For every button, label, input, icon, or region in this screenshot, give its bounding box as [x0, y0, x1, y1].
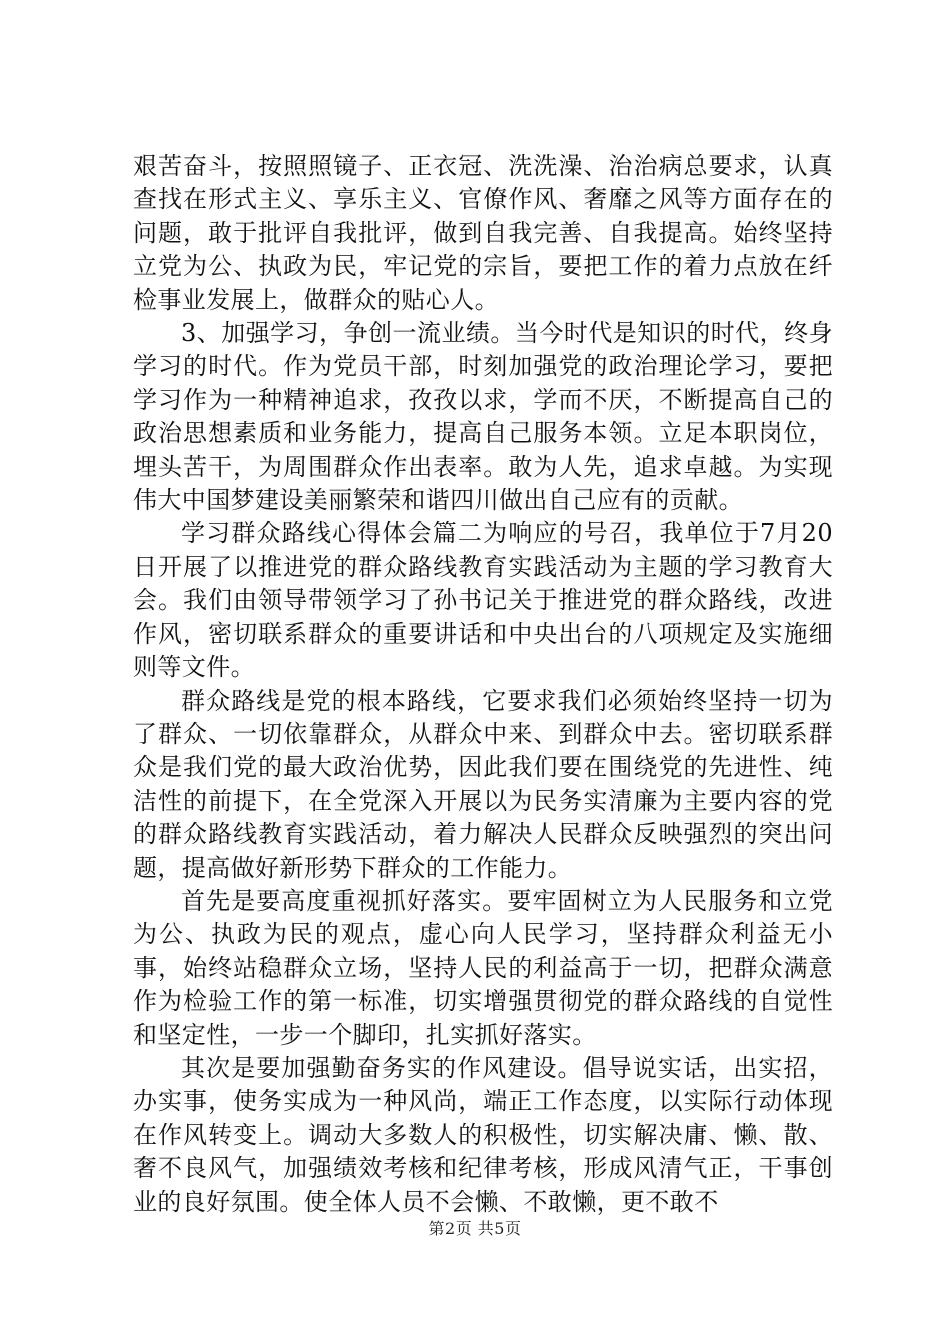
- paragraph-continuation: 艰苦奋斗，按照照镜子、正衣冠、洗洗澡、治治病总要求，认真查找在形式主义、享乐主义、官僚作风、奢靡之风等方面存在的问题，敢于批评自我批评，做到自我完善、自我提高。始终坚持立党为公、执政为民，牢记党的宗旨，要把工作的着力点放在纤检事业发展上，做群众的贴心人。: [133, 152, 833, 314]
- paragraph-article-two-intro: 学习群众路线心得体会篇二为响应的号召，我单位于7月20日开展了以推进党的群众路线教育实践活动为主题的学习教育大会。我们由领导带领学习了孙书记关于推进党的群众路线，改进作风，密切联系群众的重要讲话和中央出台的八项规定及实施细则等文件。: [133, 519, 833, 682]
- paragraph-work-style: 其次是要加强勤奋务实的作风建设。倡导说实话，出实招，办实事，使务实成为一种风尚，端正工作态度，以实际行动体现在作风转变上。调动大多数人的积极性，切实解决庸、懒、散、奢不良风气，加强绩效考核和纪律考核，形成风清气正，干事创业的良好氛围。使全体人员不会懒、不敢懒，更不敢不: [133, 1053, 833, 1216]
- page-number-footer: 第2页 共5页: [428, 1219, 522, 1238]
- paragraph-implementation: 首先是要高度重视抓好落实。要牢固树立为人民服务和立党为公、执政为民的观点，虚心向人民学习，坚持群众利益无小事，始终站稳群众立场，坚持人民的利益高于一切，把群众满意作为检验工作的第一标准，切实增强贯彻党的群众路线的自觉性和坚定性，一步一个脚印，扎实抓好落实。: [133, 886, 833, 1049]
- document-body: [133, 150, 833, 1219]
- paragraph-strengthen-study: 3、加强学习，争创一流业绩。当今时代是知识的时代，终身学习的时代。作为党员干部，时刻加强党的政治理论学习，要把学习作为一种精神追求，孜孜以求，学而不厌，不断提高自己的政治思想素质和业务能力，提高自己服务本领。立足本职岗位，埋头苦干，为周围群众作出表率。敢为人先，追求卓越。为实现伟大中国梦建设美丽繁荣和谐四川做出自己应有的贡献。: [133, 319, 833, 515]
- paragraph-mass-line: 群众路线是党的根本路线，它要求我们必须始终坚持一切为了群众、一切依靠群众，从群众中来、到群众中去。密切联系群众是我们党的最大政治优势，因此我们要在围绕党的先进性、纯洁性的前提下，在全党深入开展以为民务实清廉为主要内容的党的群众路线教育实践活动，着力解决人民群众反映强烈的突出问题，提高做好新形势下群众的工作能力。: [133, 686, 833, 882]
